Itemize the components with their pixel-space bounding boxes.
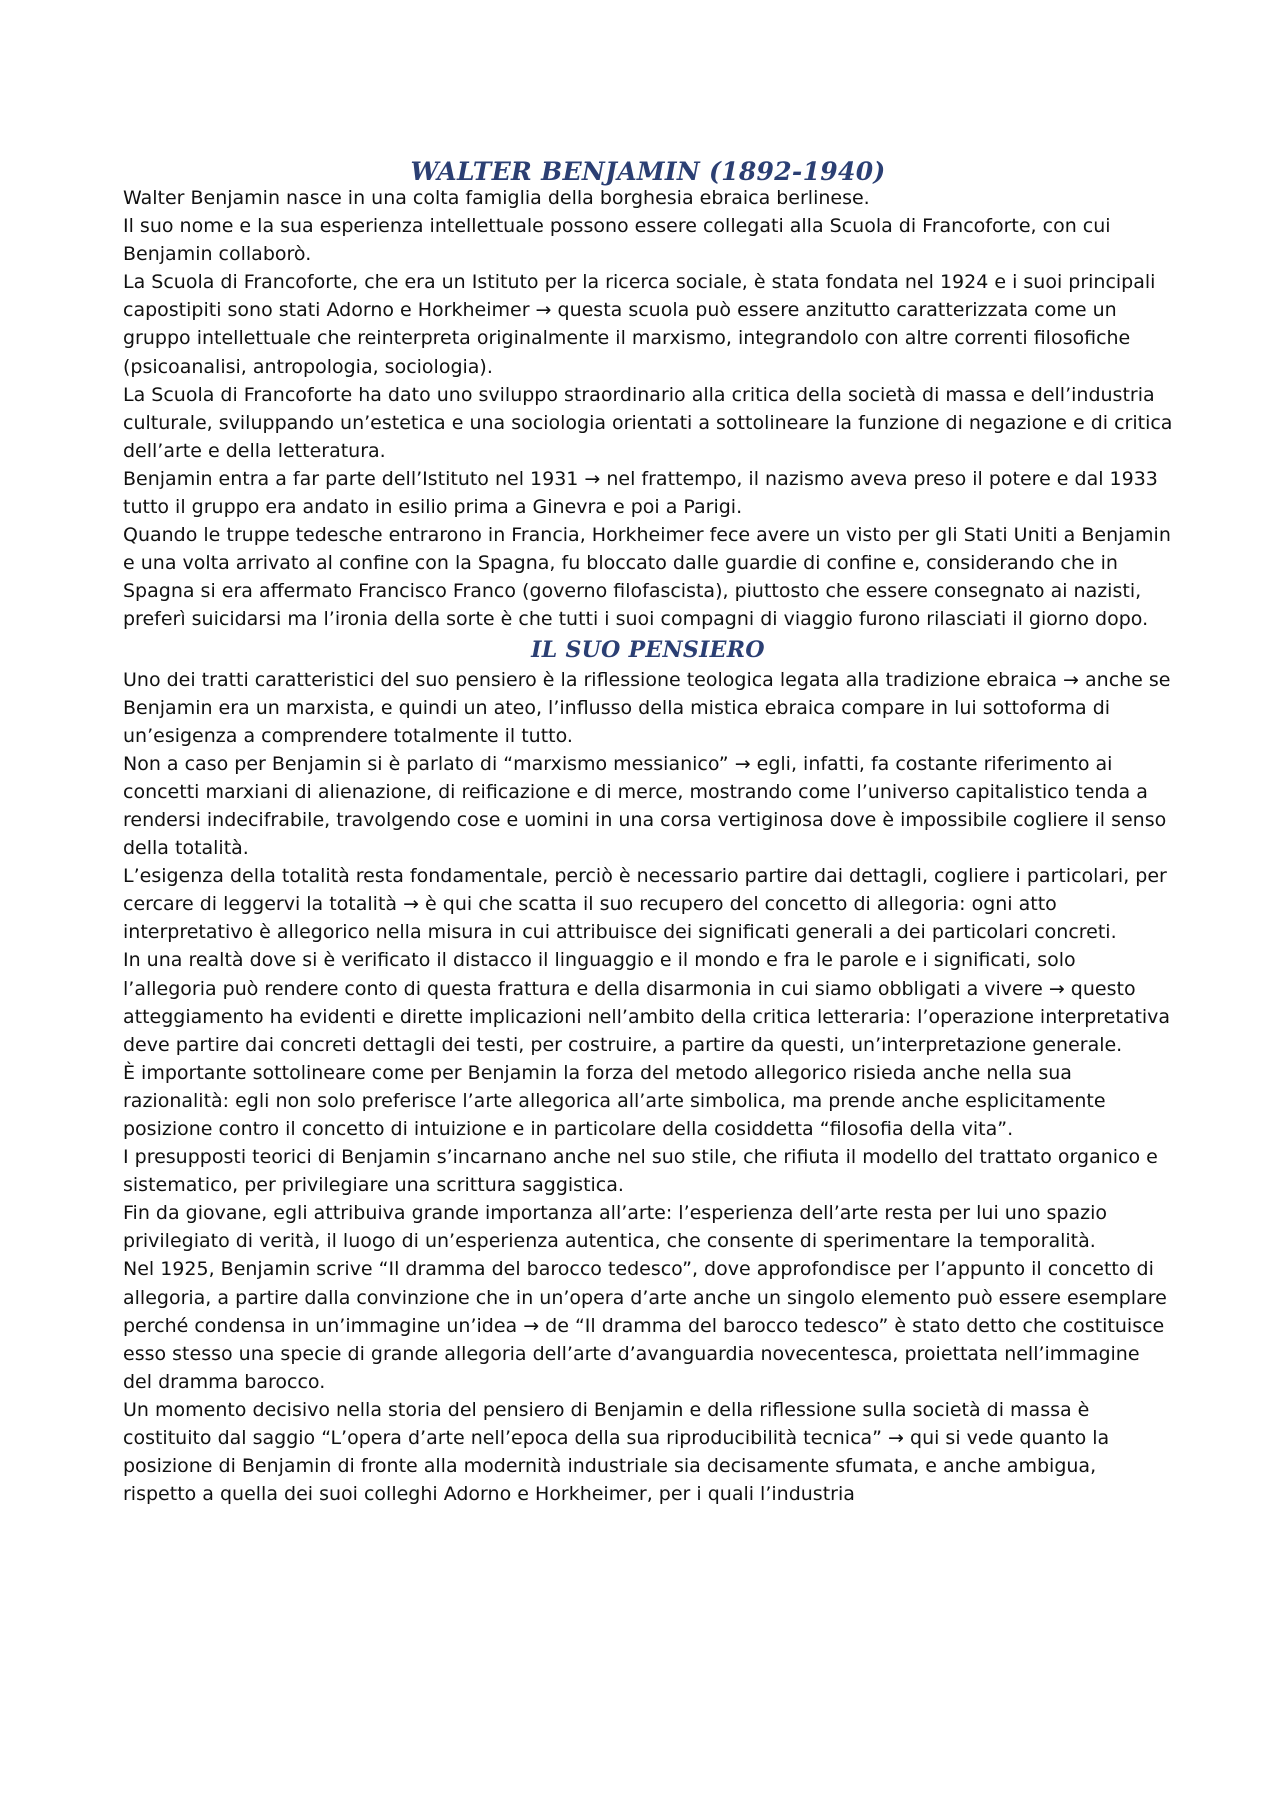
section-title: IL SUO PENSIERO	[531, 636, 765, 663]
paragraph-theology: Uno dei tratti caratteristici del suo pensiero è la riflessione teologica legata alla tradizione ebraica → anche se Benjamin era un marxista, e quindi un ateo, l’influsso della mistica ebraica compare in lui sottoforma di un’esigenza a comprendere totalmente il tutto.	[123, 668, 1171, 747]
paragraph-art: Fin da giovane, egli attribuiva grande importanza all’arte: l’esperienza dell’arte resta per lui uno spazio privilegiato di verità, il luogo di un’esperienza autentica, che consente di sperimentare la temporalità.	[123, 1202, 1107, 1253]
paragraph-frankfurt-link: Il suo nome e la sua esperienza intellettuale possono essere collegati alla Scuola di Francoforte, con cui Benjamin collaborò.	[123, 215, 1111, 266]
paragraph-mass-society: La Scuola di Francoforte ha dato uno sviluppo straordinario alla critica della società di massa e dell’industria culturale, sviluppando un’estetica e una sociologia orientati a sottolineare la funzione di negazione e di critica dell’arte e della letteratura.	[123, 383, 1173, 462]
paragraph-style: I presupposti teorici di Benjamin s’incarnano anche nel suo stile, che rifiuta il modello del trattato organico e sistematico, per privilegiare una scrittura saggistica.	[123, 1146, 1158, 1197]
document-title: WALTER BENJAMIN (1892-1940)	[410, 157, 886, 186]
paragraph-frankfurt-school: La Scuola di Francoforte, che era un Istituto per la ricerca sociale, è stata fondata nel 1924 e i suoi principali capostipiti sono stati Adorno e Horkheimer → questa scuola può essere anzitutto caratterizzata come un gruppo intellettuale che reinterpreta originalmente il marxismo, integrandolo con altre correnti filosofiche (psicoanalisi, antropologia, sociologia).	[123, 271, 1156, 378]
paragraph-death: Quando le truppe tedesche entrarono in Francia, Horkheimer fece avere un visto per gli Stati Uniti a Benjamin e una volta arrivato al confine con la Spagna, fu bloccato dalle guardie di confine e, considerando che in Spagna si era affermato Francisco Franco (governo filofascista), piuttosto che essere consegnato ai nazisti, preferì suicidarsi ma l’ironia della sorte è che tutti i suoi compagni di viaggio furono rilasciati il giorno dopo.	[123, 524, 1171, 631]
paragraph-birth: Walter Benjamin nasce in una colta famiglia della borghesia ebraica berlinese.	[123, 187, 870, 209]
paragraph-rationality: È importante sottolineare come per Benjamin la forza del metodo allegorico risieda anche nella sua razionalità: egli non solo preferisce l’arte allegorica all’arte simbolica, ma prende anche esplicitamente posizione contro il concetto di intuizione e in particolare della cosiddetta “filosofia della vita”.	[123, 1061, 1106, 1140]
paragraph-messianic-marxism: Non a caso per Benjamin si è parlato di “marxismo messianico” → egli, infatti, fa costante riferimento ai concetti marxiani di alienazione, di reificazione e di merce, mostrando come l’universo capitalistico tenda a rendersi indecifrabile, travolgendo cose e uomini in una corsa vertiginosa dove è impossibile cogliere il senso della totalità.	[123, 752, 1167, 860]
paragraph-institute-exile: Benjamin entra a far parte dell’Istituto nel 1931 → nel frattempo, il nazismo aveva preso il potere e dal 1933 tutto il gruppo era andato in esilio prima a Ginevra e poi a Parigi.	[123, 467, 1158, 519]
paragraph-reproducibility: Un momento decisivo nella storia del pensiero di Benjamin e della riflessione sulla società di massa è costituito dal saggio “L’opera d’arte nell’epoca della sua riproducibilità tecnica” → qui si vede quanto la posizione di Benjamin di fronte alla modernità industriale sia decisamente sfumata, e anche ambigua, rispetto a quella dei suoi colleghi Adorno e Horkheimer, per i quali l’industria	[123, 1398, 1110, 1506]
paragraph-baroque-drama: Nel 1925, Benjamin scrive “Il dramma del barocco tedesco”, dove approfondisce per l’appunto il concetto di allegoria, a partire dalla convinzione che in un’opera d’arte anche un singolo elemento può essere esemplare perché condensa in un’immagine un’idea → de “Il dramma del barocco tedesco” è stato detto che costituisce esso stesso una specie di grande allegoria dell’arte d’avanguardia novecentesca, proiettata nell’immagine del dramma barocco.	[123, 1258, 1167, 1393]
paragraph-allegory: In una realtà dove si è verificato il distacco il linguaggio e il mondo e fra le parole e i significati, solo l’allegoria può rendere conto di questa frattura e della disarmonia in cui siamo obbligati a vivere → questo atteggiamento ha evidenti e dirette implicazioni nell’ambito della critica letteraria: l’operazione interpretativa deve partire dai concreti dettagli dei testi, per costruire, a partire da questi, un’interpretazione generale.	[123, 949, 1171, 1056]
paragraph-totality: L’esigenza della totalità resta fondamentale, perciò è necessario partire dai dettagli, cogliere i particolari, per cercare di leggervi la totalità → è qui che scatta il suo recupero del concetto di allegoria: ogni atto interpretativo è allegorico nella misura in cui attribuisce dei significati generali a dei particolari concreti.	[123, 865, 1167, 944]
document-page	[123, 152, 1173, 1508]
